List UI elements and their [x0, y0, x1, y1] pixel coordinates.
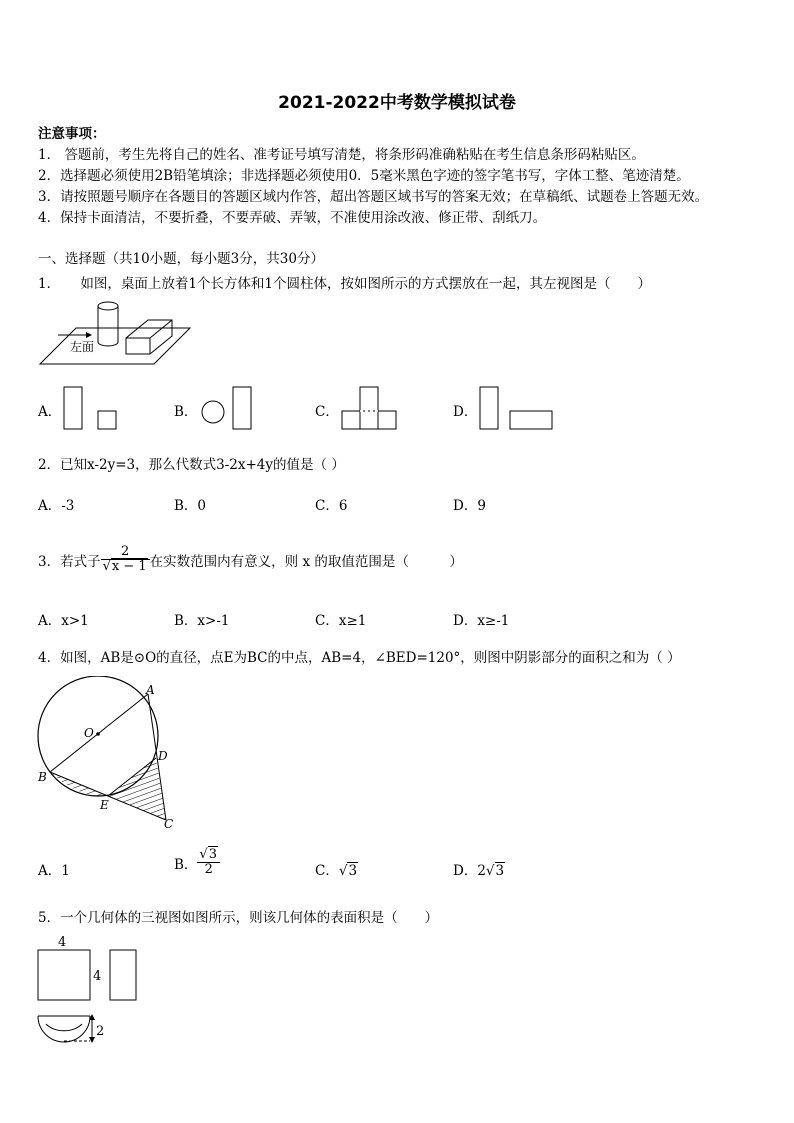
q3-option-c: C．x≥1 — [315, 613, 367, 629]
q1-option-d: D． — [453, 404, 478, 420]
q4-option-c-prefix: C． — [315, 863, 339, 879]
section-heading: 一、选择题（共10小题，每小题3分，共30分） — [38, 251, 324, 267]
q2-option-b: B．0 — [174, 498, 207, 514]
q2-option-c: C．6 — [315, 498, 348, 514]
q1-option-b-figure — [200, 385, 260, 433]
q4-label-b: B — [38, 770, 47, 784]
q5-label-side: 4 — [93, 969, 102, 984]
q1-left-label: 左面 — [70, 340, 95, 354]
q3-frac-den: x − 1 — [111, 559, 147, 575]
q4-option-b-num: 3 — [208, 847, 217, 862]
q4-label-c: C — [164, 817, 174, 831]
q1-stem: 1． 如图，桌面上放着1个长方体和1个圆柱体，按如图所示的方式摆放在一起，其左视图是（ ） — [38, 276, 652, 292]
q1-option-b: B． — [174, 404, 198, 420]
q4-label-a: A — [146, 683, 155, 697]
q3-frac-num: 2 — [120, 544, 130, 559]
q1-figure — [36, 298, 196, 370]
q4-option-b — [174, 848, 220, 878]
q1-option-d-figure — [476, 385, 560, 433]
q4-option-b-fraction: $\frac{√3}{2}$ — [197, 848, 220, 878]
q4-option-d-prefix: D． — [453, 863, 478, 879]
q3-stem-before: 3．若式子 — [38, 553, 101, 570]
q4-option-a: A．1 — [38, 863, 70, 879]
q5-label-height: 2 — [96, 1024, 105, 1039]
q3-option-a: A．x>1 — [38, 613, 89, 629]
notice-item-4: 4．保持卡面清洁，不要折叠，不要弄破、弄皱，不准使用涂改液、修正带、刮纸刀。 — [38, 210, 547, 226]
notice-item-3: 3．请按照题号顺序在各题目的答题区域内作答，超出答题区域书写的答案无效；在草稿纸、试题卷上答题无效。 — [38, 189, 709, 205]
q1-option-a: A． — [38, 404, 62, 420]
q5-figure — [34, 932, 154, 1048]
q4-stem: 4．如图，AB是⊙O的直径，点E为BC的中点，AB=4，∠BED=120°，则图中阴影部分的面积之和为（ ） — [38, 650, 681, 666]
q4-option-d-coef: 2 — [477, 863, 486, 879]
q2-stem: 2．已知x-2y=3，那么代数式3-2x+4y的值是（ ） — [38, 457, 345, 473]
q2-option-d: D．9 — [453, 498, 486, 514]
q4-label-d: D — [158, 749, 168, 763]
notice-item-2: 2．选择题必须使用2B铅笔填涂；非选择题必须使用0．5毫米黑色字迹的签字笔书写，字体工整、笔迹清楚。 — [38, 168, 690, 184]
q2-option-a: A．-3 — [38, 498, 75, 514]
q4-option-b-prefix: B． — [174, 856, 198, 873]
q3-option-d: D．x≥-1 — [453, 613, 510, 629]
q4-label-e: E — [100, 798, 109, 812]
q3-fraction: $\frac{2}{√x - 1}$ — [101, 545, 150, 575]
q1-option-a-figure — [62, 385, 122, 433]
q4-option-c-rad: 3 — [348, 863, 358, 879]
q3-stem-after: 在实数范围内有意义，则 x 的取值范围是（ ） — [149, 553, 463, 570]
q1-option-c: C． — [315, 404, 339, 420]
q5-label-top: 4 — [58, 935, 67, 950]
q3-stem — [38, 545, 463, 575]
notice-heading: 注意事项： — [38, 126, 106, 142]
q1-option-c-figure — [338, 385, 402, 433]
q4-option-c: C．√3 — [315, 863, 358, 879]
q3-option-b: B．x>-1 — [174, 613, 230, 629]
q4-label-o: O — [84, 726, 94, 740]
notice-item-1: 1． 答题前，考生先将自己的姓名、准考证号填写清楚，将条形码准确粘贴在考生信息条形码粘贴区。 — [38, 147, 645, 163]
q4-option-b-den: 2 — [197, 862, 220, 877]
q4-figure — [30, 676, 190, 836]
q4-option-d-rad: 3 — [495, 863, 505, 879]
q5-stem: 5．一个几何体的三视图如图所示，则该几何体的表面积是（ ） — [38, 910, 439, 926]
q4-option-d: D．2√3 — [453, 863, 505, 879]
page-title: 2021-2022中考数学模拟试卷 — [278, 93, 516, 113]
